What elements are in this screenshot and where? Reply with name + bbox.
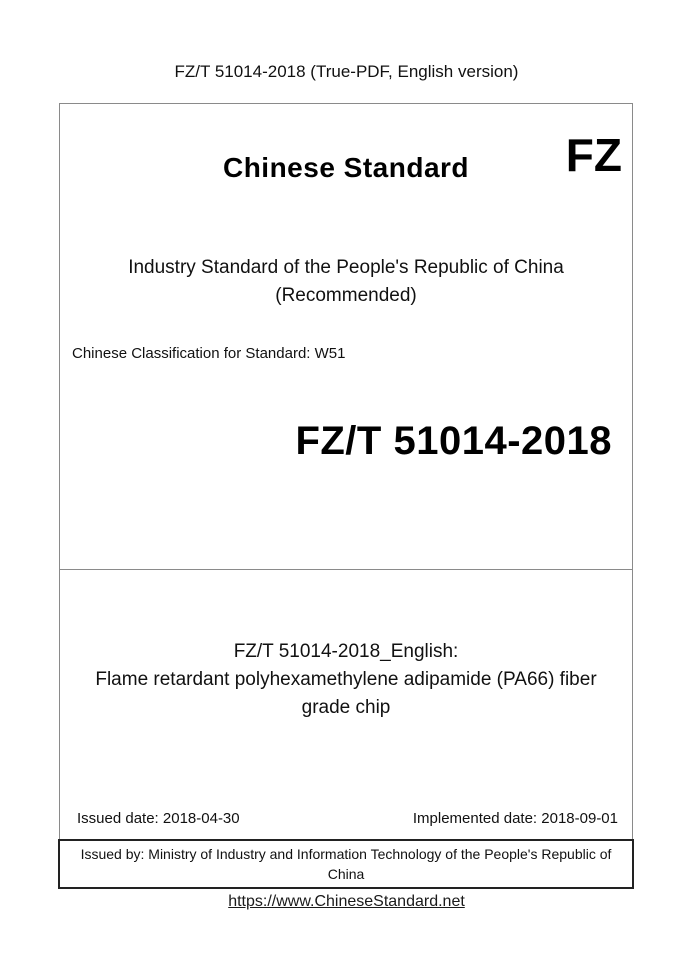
page-footer <box>0 893 693 911</box>
org-statement-line1: Industry Standard of the People's Republic of China <box>128 257 564 278</box>
page-header-title: FZ/T 51014-2018 (True-PDF, English version) <box>174 62 519 81</box>
footer-link[interactable]: https://www.ChineseStandard.net <box>228 893 465 910</box>
issued-by-box <box>58 839 634 889</box>
brand-logo-fz: FZ <box>565 129 622 181</box>
dates-row <box>60 810 632 827</box>
document-title-line1: FZ/T 51014-2018_English: <box>233 641 459 662</box>
document-title <box>60 638 632 722</box>
cover-top-section <box>60 104 632 570</box>
issued-date: Issued date: 2018-04-30 <box>77 810 240 827</box>
implemented-date: Implemented date: 2018-09-01 <box>412 810 618 827</box>
cover-main-box <box>59 103 633 840</box>
classification-line: Chinese Classification for Standard: W51 <box>72 345 346 362</box>
brand-title: Chinese Standard <box>222 152 470 183</box>
cover-bottom-section <box>60 570 632 839</box>
issued-by-text: Issued by: Ministry of Industry and Information Technology of the People's Republic of China <box>80 846 612 882</box>
standard-code: FZ/T 51014-2018 <box>295 419 612 463</box>
document-title-line2: Flame retardant polyhexamethylene adipamide (PA66) fiber grade chip <box>95 669 597 718</box>
org-statement <box>60 254 632 310</box>
org-statement-line2: (Recommended) <box>275 285 417 306</box>
